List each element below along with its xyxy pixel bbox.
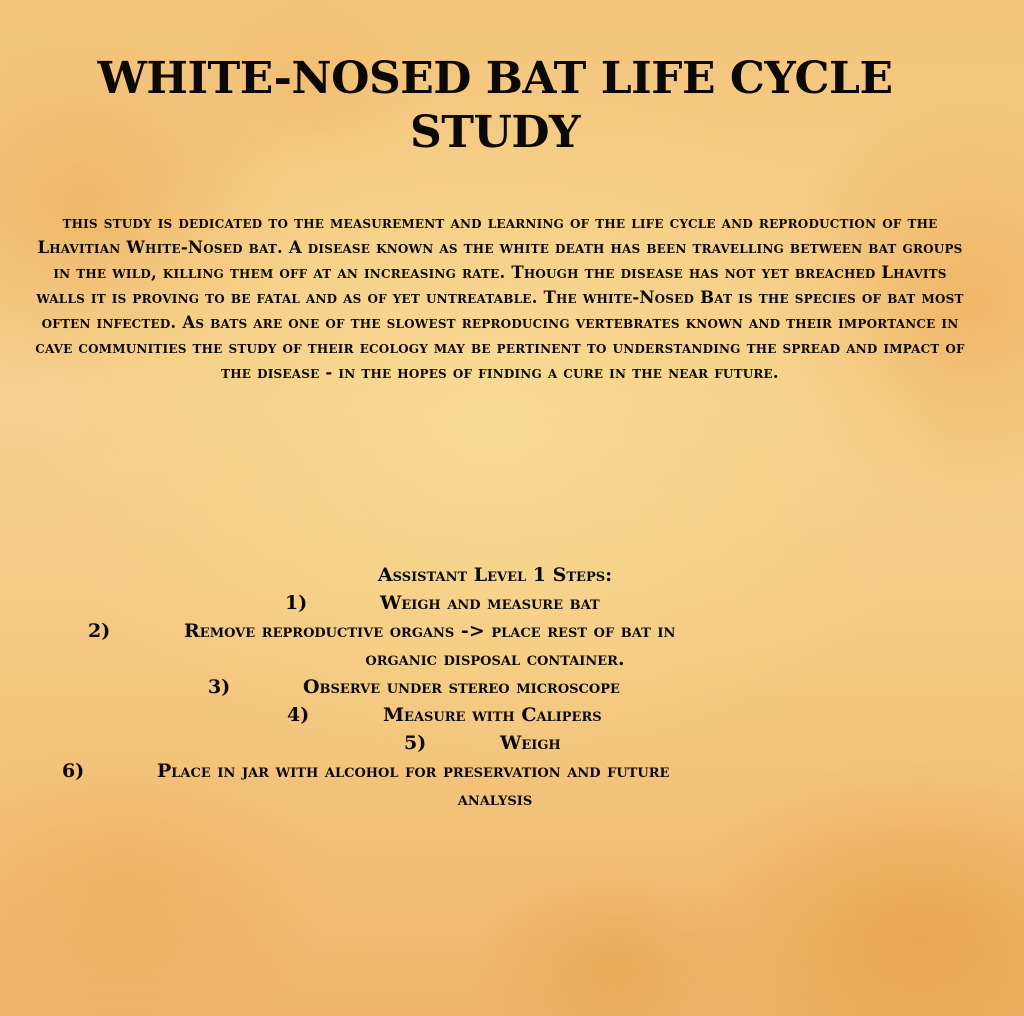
step-5-text: Weigh <box>500 732 561 754</box>
step-4-number: 4) <box>287 704 310 726</box>
steps-heading: Assistant Level 1 Steps: <box>377 564 613 586</box>
step-4-text: Measure with Calipers <box>383 704 602 726</box>
step-5-number: 5) <box>404 732 427 754</box>
step-3-text: Observe under stereo microscope <box>303 676 620 698</box>
step-6-text: Place in jar with alcohol for preservation and future <box>157 760 670 782</box>
page-title-line-2: STUDY <box>410 107 580 158</box>
step-2-continuation: organic disposal container. <box>365 648 625 670</box>
step-2-number: 2) <box>88 620 111 642</box>
step-1-text: Weigh and measure bat <box>380 592 600 614</box>
step-3-number: 3) <box>208 676 231 698</box>
step-6-number: 6) <box>62 760 85 782</box>
step-1-number: 1) <box>285 592 308 614</box>
intro-paragraph: this study is dedicated to the measurement and learning of the life cycle and reproduction of the Lhavitian White-Nosed bat. A disease known as the white death has been travelling between bat groups in the wild, killing them off at an increasing rate. Though the disease has not yet breached Lhavits walls it is proving to be fatal and as of yet untreatable. The white-Nosed Bat is the species of bat most often infected. As bats are one of the slowest reproducing vertebrates known and their importance in cave communities the study of their ecology may be pertinent to understanding the spread and impact of the disease - in the hopes of finding a cure in the near future. <box>35 213 965 382</box>
page-title-line-1: WHITE-NOSED BAT LIFE CYCLE <box>97 53 893 104</box>
step-2-text: Remove reproductive organs -> place rest of bat in <box>184 620 676 642</box>
step-6-continuation: analysis <box>457 788 533 810</box>
